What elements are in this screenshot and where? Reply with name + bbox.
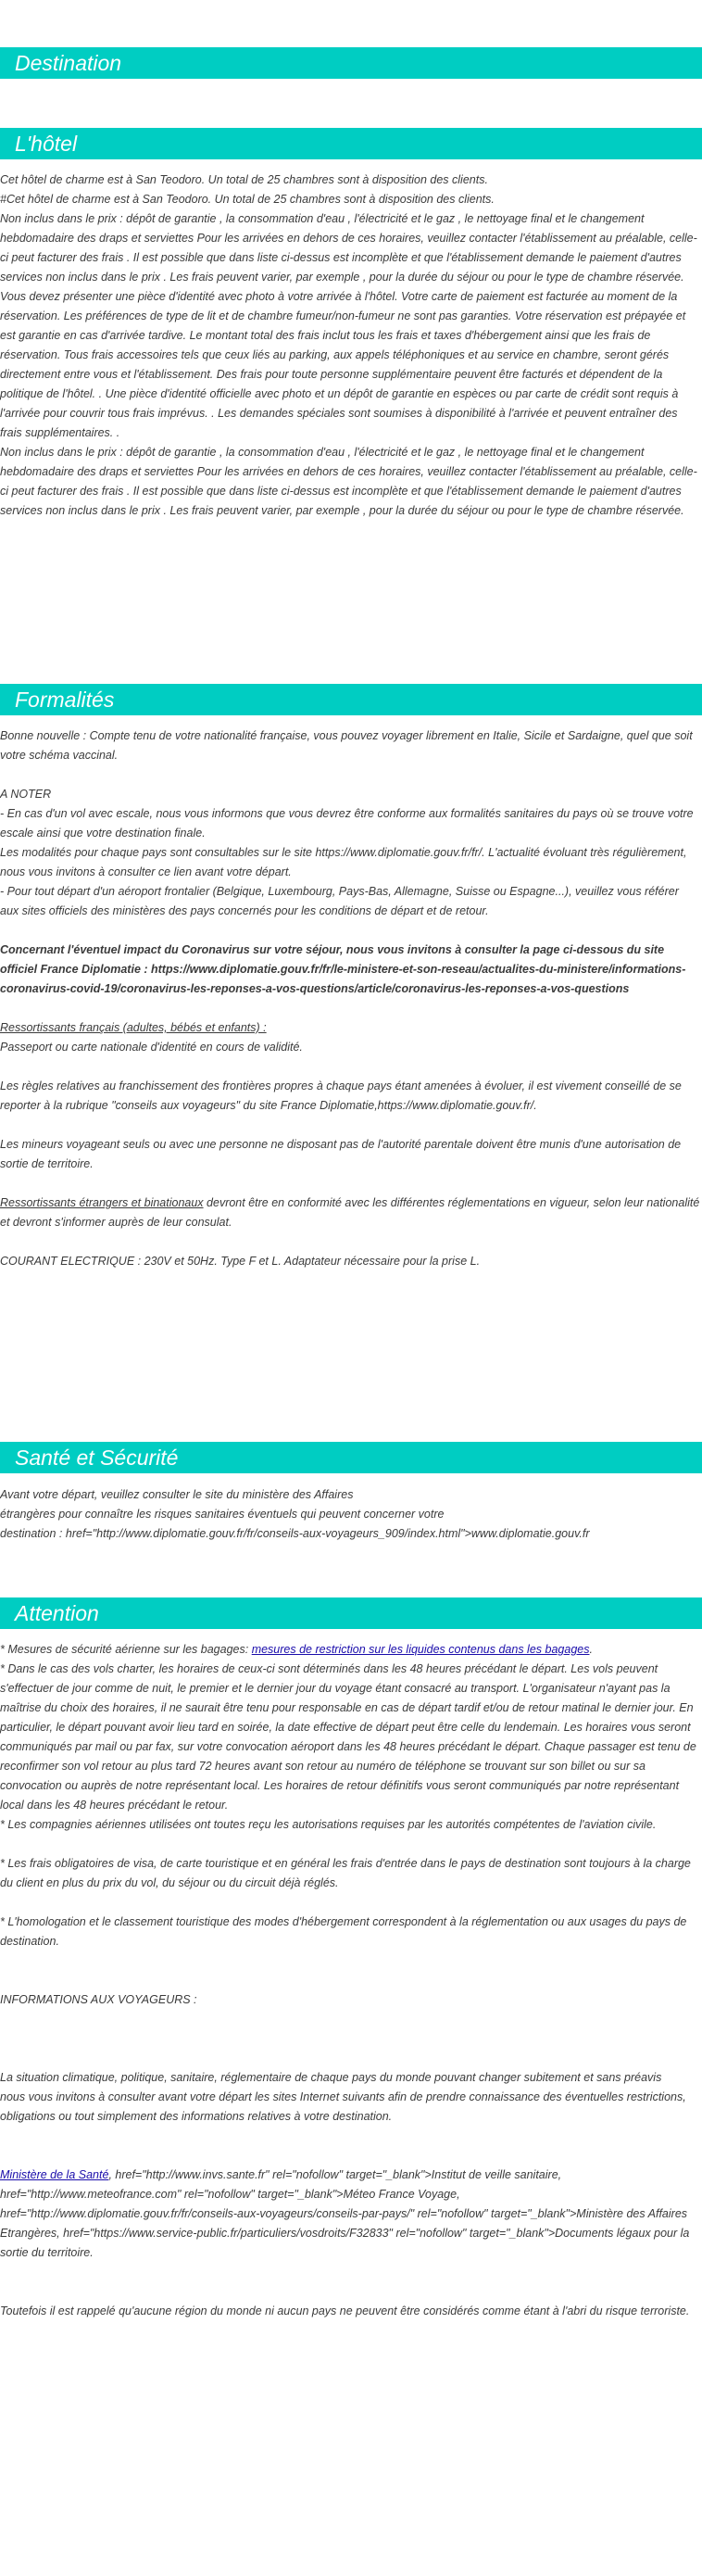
- informations-voyageurs-title: INFORMATIONS AUX VOYAGEURS :: [0, 1993, 197, 2006]
- ressortissants-francais-title: Ressortissants français (adultes, bébés et enfants) :: [0, 1021, 267, 1034]
- a-noter-title: A NOTER: [0, 788, 52, 801]
- section-title: Attention: [15, 1601, 99, 1625]
- section-header-hotel: [0, 128, 702, 159]
- a-noter-item: - En cas d'un vol avec escale, nous vous informons que vous devrez être conforme aux formalités sanitaires du pays où se trouve votre escale ainsi que votre destination finale.: [0, 807, 694, 840]
- compagnies-text: * Les compagnies aériennes utilisées ont toutes reçu les autorisations requises par les autorités compétentes de l'aviation civile.: [0, 1818, 657, 1831]
- mesures-prefix: * Mesures de sécurité aérienne sur les bagages:: [0, 1643, 252, 1656]
- sante-line: destination : href="http://www.diplomatie.gouv.fr/fr/conseils-aux-voyageurs_909/index.html">www.diplomatie.gouv.fr: [0, 1527, 590, 1540]
- liquides-restriction-link[interactable]: mesures de restriction sur les liquides contenus dans les bagages: [251, 1643, 590, 1656]
- ressortissants-francais-text: Passeport ou carte nationale d'identité en cours de validité.: [0, 1041, 303, 1054]
- hotel-paragraph: Vous devez présenter une pièce d'identité avec photo à votre arrivée à l'hôtel. Votre carte de paiement est facturée au moment de la réservation. Les préférences de type de lit et de chambre fumeur/non-fumeur ne sont pas garanties. Votre réservation est prépayée et est garantie en cas d'arrivée tardive. Le montant total des frais inclut tous les frais et taxes d'hébergement ainsi que les frais de réservation. Tous frais accessoires tels que ceux liés au parking, aux appels téléphoniques et au service en chambre, seront gérés directement entre vous et l'établissement. Des frais pour toute personne supplémentaire peuvent être facturés et dépendent de la politique de l'hôtel. . Une pièce d'identité officielle avec photo et un dépôt de garantie en espèces ou par carte de crédit sont requis à l'arrivée pour couvrir tous frais imprévus. . Les demandes spéciales sont soumises à disponibilité à l'arrivée et peuvent entraîner des frais supplémentaires. .: [0, 290, 686, 439]
- covid-notice: Concernant l'éventuel impact du Coronavirus sur votre séjour, nous vous invitons à consulter la page ci-dessous du site officiel France Diplomatie : https://www.diplomatie.gouv.fr/fr/le-ministere-et-son-reseau/actualites-du-ministere/informations-coronavirus-covid-19/coronavirus-les-reponses-a-vos-questions/article/coronavirus-les-reponses-a-vos-questions: [0, 943, 686, 995]
- sante-line: Avant votre départ, veuillez consulter le site du ministère des Affaires: [0, 1488, 354, 1501]
- terrorisme-text: Toutefois il est rappelé qu'aucune région du monde ni aucun pays ne peuvent être considérés comme étant à l'abri du risque terroriste.: [0, 2305, 690, 2317]
- section-title: L'hôtel: [15, 132, 78, 156]
- ressortissants-etrangers-title: Ressortissants étrangers et binationaux: [0, 1196, 204, 1209]
- ressortissants-etrangers-text: [0, 1193, 700, 1232]
- hotel-description: [0, 170, 700, 521]
- mineurs-text: Les mineurs voyageant seuls ou avec une personne ne disposant pas de l'autorité parentale doivent être munis d'une autorisation de sortie de territoire.: [0, 1138, 682, 1170]
- invitons-text: nous vous invitons à consulter avant votre départ les sites Internet suivants afin de prendre connaissance des éventuelles restrictions, obligations ou tout simplement des informations relatives à votre destination.: [0, 2090, 686, 2123]
- mesures-suffix: .: [589, 1643, 593, 1656]
- ministere-rest: , href="http://www.invs.sante.fr" rel="nofollow" target="_blank">Institut de veille sanitaire, href="http://www.meteofrance.com" rel="nofollow" target="_blank">Méteo France Voyage, href="http://www.diplomatie.gouv.fr/fr/conseils-aux-voyageurs/conseils-par-pays/" rel="nofollow" target="_blank">Ministère des Affaires Etrangères, href="https://www.service-public.fr/particuliers/vosdroits/F32833" rel="nofollow" target="_blank">Documents légaux pour la sortie du territoire.: [0, 2168, 690, 2259]
- a-noter-item: Les modalités pour chaque pays sont consultables sur le site https://www.diplomatie.gouv.fr/fr/. L'actualité évoluant très régulièrement, nous vous invitons à consulter ce lien avant votre départ.: [0, 846, 687, 878]
- section-header-attention: [0, 1597, 702, 1629]
- mesures-securite-text: [0, 1640, 700, 1660]
- sante-content: [0, 1485, 702, 1544]
- section-title: Formalités: [15, 688, 115, 712]
- hotel-paragraph: #Cet hôtel de charme est à San Teodoro. Un total de 25 chambres sont à disposition des clients.: [0, 193, 495, 206]
- regles-frontieres-text: Les règles relatives au franchissement des frontières propres à chaque pays étant amenées à évoluer, il est vivement conseillé de se reporter à la rubrique "conseils aux voyageurs" du site France Diplomatie,https://www.diplomatie.gouv.fr/.: [0, 1080, 682, 1112]
- hotel-paragraph: Non inclus dans le prix : dépôt de garantie , la consommation d'eau , l'électricité et le gaz , le nettoyage final et le changement hebdomadaire des draps et serviettes Pour les arrivées en dehors de ces horaires, veuillez contacter l'établissement au préalable, celle-ci peut facturer des frais . Il est possible que dans liste ci-dessus est incomplète et que l'établissement demande le paiement d'autres services non inclus dans le prix . Les frais peuvent varier, par exemple , pour la durée du séjour ou pour le type de chambre réservée.: [0, 212, 697, 284]
- bonne-nouvelle-text: Bonne nouvelle : Compte tenu de votre nationalité française, vous pouvez voyager librement en Italie, Sicile et Sardaigne, quel que soit votre schéma vaccinal.: [0, 729, 693, 762]
- section-header-destination: [0, 47, 702, 79]
- homologation-text: * L'homologation et le classement touristique des modes d'hébergement correspondent à la réglementation ou aux usages du pays de destination.: [0, 1915, 687, 1948]
- frais-text: * Les frais obligatoires de visa, de carte touristique et en général les frais d'entrée dans le pays de destination sont toujours à la charge du client en plus du prix du vol, du séjour ou du circuit déjà réglés.: [0, 1857, 691, 1889]
- section-header-formalites: [0, 684, 702, 715]
- hotel-paragraph: Cet hôtel de charme est à San Teodoro. Un total de 25 chambres sont à disposition des clients.: [0, 173, 488, 186]
- courant-electrique-text: COURANT ELECTRIQUE : 230V et 50Hz. Type F et L. Adaptateur nécessaire pour la prise L.: [0, 1255, 481, 1268]
- a-noter-item: - Pour tout départ d'un aéroport frontalier (Belgique, Luxembourg, Pays-Bas, Allemagne, Suisse ou Espagne...), veuillez vous référer aux sites officiels des ministères des pays concernés pour les conditions de départ et de retour.: [0, 885, 679, 917]
- formalites-content: [0, 726, 700, 1271]
- vols-charter-text: * Dans le cas des vols charter, les horaires de ceux-ci sont déterminés dans les 48 heures précédant le départ. Les vols peuvent s'effectuer de jour comme de nuit, le premier et le dernier jour du voyage étant consacré au transport. L'organisateur n'ayant pas la maîtrise du choix des horaires, il ne saurait être tenu pour responsable en cas de départ tardif et/ou de retour matinal le dernier jour. En particulier, le départ pouvant avoir lieu tard en soirée, la date effective de départ peut être celle du lendemain. Les horaires vous seront communiqués par mail ou par fax, sur votre convocation aéroport dans les 48 heures précédant le départ. Chaque passager est tenu de reconfirmer son vol retour au plus tard 72 heures avant son retour au numéro de téléphone se trouvant sur son billet ou sur sa convocation ou auprès de notre représentant local. Les horaires de retour définitifs vous seront communiqués par notre représentant local dans les 48 heures précédant le retour.: [0, 1662, 696, 1812]
- ressortissants-etrangers-body: devront être en conformité avec les différentes réglementations en vigueur, selon leur nationalité et devront s'informer auprès de leur consulat.: [0, 1196, 700, 1229]
- ministere-text: [0, 2166, 700, 2263]
- situation-text: La situation climatique, politique, sanitaire, réglementaire de chaque pays du monde pouvant changer subitement et sans préavis: [0, 2071, 662, 2084]
- section-title: Destination: [15, 51, 122, 75]
- hotel-paragraph: Non inclus dans le prix : dépôt de garantie , la consommation d'eau , l'électricité et le gaz , le nettoyage final et le changement hebdomadaire des draps et serviettes Pour les arrivées en dehors de ces horaires, veuillez contacter l'établissement au préalable, celle-ci peut facturer des frais . Il est possible que dans liste ci-dessus est incomplète et que l'établissement demande le paiement d'autres services non inclus dans le prix . Les frais peuvent varier, par exemple , pour la durée du séjour ou pour le type de chambre réservée.: [0, 446, 697, 517]
- section-header-sante: [0, 1442, 702, 1473]
- sante-line: étrangères pour connaître les risques sanitaires éventuels qui peuvent concerner votre: [0, 1508, 445, 1521]
- ministere-sante-link[interactable]: Ministère de la Santé: [0, 2168, 109, 2181]
- section-title: Santé et Sécurité: [15, 1446, 179, 1470]
- attention-content: [0, 1640, 700, 2321]
